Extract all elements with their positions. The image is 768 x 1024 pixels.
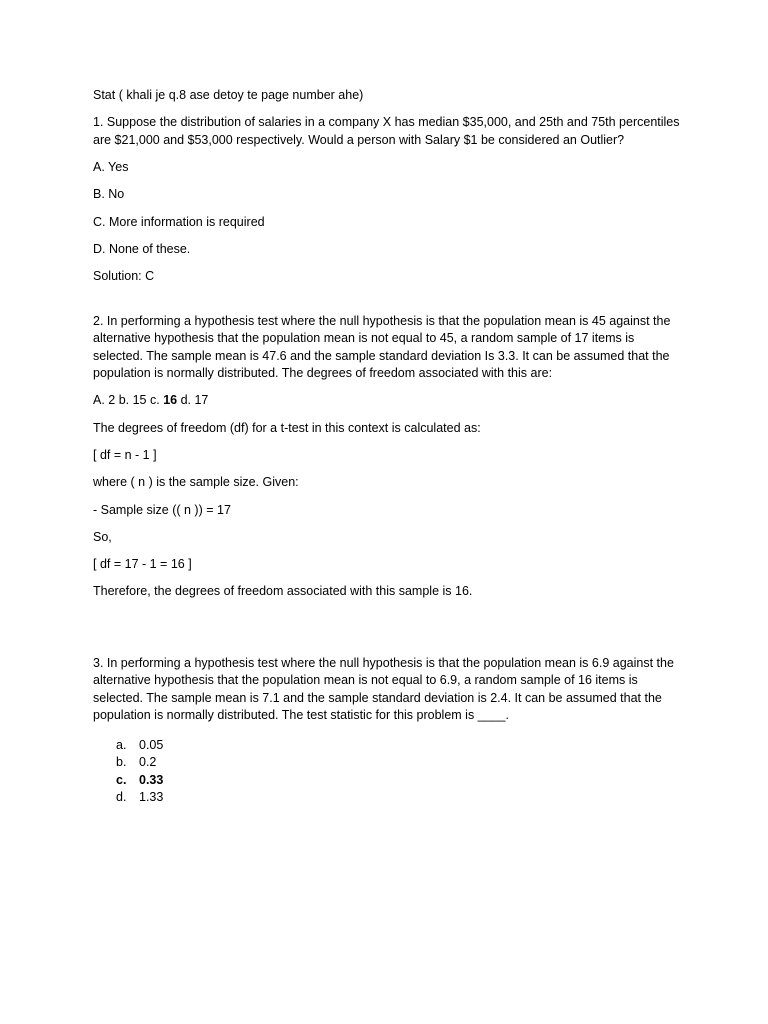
spacer <box>93 611 683 655</box>
explanation-line: [ df = n - 1 ] <box>93 447 157 462</box>
explanation-line: [ df = 17 - 1 = 16 ] <box>93 557 192 572</box>
question-2-options <box>93 392 683 410</box>
list-item: b. 0.2 <box>116 755 157 770</box>
explanation-line: - Sample size (( n )) = 17 <box>93 502 231 517</box>
document-body <box>93 87 683 807</box>
question-1-option-d: D. None of these. <box>93 241 191 256</box>
question-3-text: 3. In performing a hypothesis test where the null hypothesis is that the population mean is 6.9 against the alternative hypothesis that the population mean is not equal to 6.9, a random sample of 16 items is selected. The sample mean is 7.1 and the sample standard deviation is 2.4. It can be assumed that the population is normally distributed. The test statistic for this problem is ____. <box>93 655 674 723</box>
question-1-option-a: A. Yes <box>93 160 129 175</box>
question-1-text: 1. Suppose the distribution of salaries in a company X has median $35,000, and 25th and 75th percentiles are $21,000 and $53,000 respectively. Would a person with Salary $1 be considered an Outlier? <box>93 115 680 147</box>
header-note: Stat ( khali je q.8 ase detoy te page number ahe) <box>93 88 364 102</box>
question-2-options-post: d. 17 <box>177 393 209 408</box>
explanation-line: The degrees of freedom (df) for a t-test in this context is calculated as: <box>93 420 481 435</box>
question-1-solution: Solution: C <box>93 269 155 284</box>
explanation-line: So, <box>93 529 112 544</box>
question-3-options <box>93 737 683 807</box>
question-2-options-pre: A. 2 b. 15 c. <box>93 393 164 408</box>
spacer <box>93 296 683 313</box>
question-1-option-b: B. No <box>93 187 125 202</box>
question-2-answer: 16 <box>163 393 178 408</box>
explanation-line: Therefore, the degrees of freedom associated with this sample is 16. <box>93 584 473 599</box>
list-item: d. 1.33 <box>116 790 164 805</box>
explanation-line: where ( n ) is the sample size. Given: <box>93 475 299 490</box>
question-1-option-c: C. More information is required <box>93 214 265 229</box>
question-2-text: 2. In performing a hypothesis test where the null hypothesis is that the population mean is 45 against the alternative hypothesis that the population mean is not equal to 45, a random sample of 17 items is selected. The sample mean is 47.6 and the sample standard deviation Is 3.3. It can be assumed that the population is normally distributed. The degrees of freedom associated with this are: <box>93 313 671 381</box>
list-item: a. 0.05 <box>116 737 164 752</box>
list-item-answer: c. 0.33 <box>116 772 164 787</box>
